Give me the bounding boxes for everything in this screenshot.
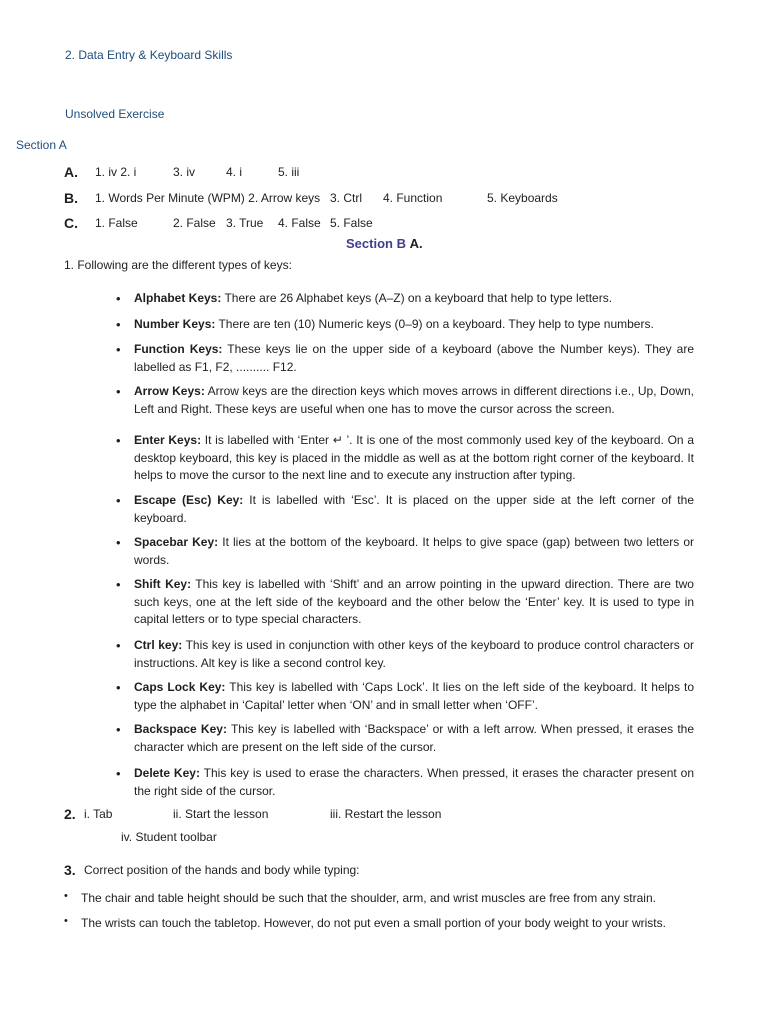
key-term: Enter Keys: xyxy=(134,433,202,447)
key-desc: This key is used to erase the characters. When pressed, it erases the character present on the right side of the cursor. xyxy=(134,766,694,798)
key-desc: There are ten (10) Numeric keys (0–9) on a keyboard. They help to type numbers. xyxy=(215,317,654,331)
answer-item: 3. iv xyxy=(173,165,196,179)
key-desc: It lies at the bottom of the keyboard. It helps to give space (gap) between two letters or words. xyxy=(134,535,694,567)
exercise-heading: Unsolved Exercise xyxy=(65,107,165,121)
section-b-title: Section B xyxy=(346,236,406,251)
bullet-icon: • xyxy=(64,890,68,902)
section-b-heading xyxy=(346,236,423,251)
q2-number: 2. xyxy=(64,806,76,822)
answer-item: 5. iii xyxy=(278,165,300,179)
key-desc: Arrow keys are the direction keys which moves arrows in different directions i.e., Up, Down, Left and Right. These keys are useful when one has to move the cursor across the screen. xyxy=(134,384,694,416)
list-item xyxy=(116,290,694,308)
answer-item: 3. Ctrl xyxy=(330,191,363,205)
q3-number: 3. xyxy=(64,862,76,878)
list-item xyxy=(116,341,694,376)
answer-item: 4. Function xyxy=(383,191,443,205)
list-item xyxy=(116,534,694,569)
answer-letter: C. xyxy=(64,215,78,231)
bullet-icon: • xyxy=(64,915,68,927)
answer-item: 1. iv 2. i xyxy=(95,165,137,179)
key-term: Arrow Keys: xyxy=(134,384,205,398)
answer-item: 2. False xyxy=(173,216,216,230)
key-term: Escape (Esc) Key: xyxy=(134,493,244,507)
key-term: Spacebar Key: xyxy=(134,535,219,549)
q3-intro: Correct position of the hands and body while typing: xyxy=(84,863,360,877)
q3-point: The wrists can touch the tabletop. However, do not put even a small portion of your body weight to your wrists. xyxy=(81,916,666,930)
list-item xyxy=(116,316,694,334)
q2-item: iii. Restart the lesson xyxy=(330,807,442,821)
key-desc: It is labelled with ‘Esc’. It is placed on the upper side at the left corner of the keyboard. xyxy=(134,493,694,525)
list-item xyxy=(116,637,694,672)
chapter-title: 2. Data Entry & Keyboard Skills xyxy=(65,48,233,62)
answer-item: 4. False xyxy=(278,216,321,230)
list-item xyxy=(116,492,694,527)
section-b-sub: A. xyxy=(409,236,423,251)
answer-item: 4. i xyxy=(226,165,243,179)
answer-item: 1. Words Per Minute (WPM) 2. Arrow keys xyxy=(95,191,321,205)
answer-letter: B. xyxy=(64,190,78,206)
key-term: Alphabet Keys: xyxy=(134,291,222,305)
q2-item: ii. Start the lesson xyxy=(173,807,269,821)
key-term: Ctrl key: xyxy=(134,638,183,652)
answer-item: 5. False xyxy=(330,216,373,230)
key-desc: This key is used in conjunction with other keys of the keyboard to produce control characters or instructions. Alt key is like a second control key. xyxy=(134,638,694,670)
list-item xyxy=(116,576,694,629)
key-term: Number Keys: xyxy=(134,317,216,331)
q3-point: The chair and table height should be such that the shoulder, arm, and wrist muscles are free from any strain. xyxy=(81,891,656,905)
answer-item: 5. Keyboards xyxy=(487,191,558,205)
key-desc: This key is labelled with ‘Shift’ and an arrow pointing in the upward direction. There are two such keys, one at the left side of the keyboard and the other below the ‘Enter’ key. It is used to type in capital letters or to type special characters. xyxy=(134,577,694,626)
key-desc: It is labelled with ‘Enter ↵ ’. It is one of the most commonly used key of the keyboard. On a desktop keyboard, this key is placed in the middle as well as at the bottom right corner of the keyboard. It helps to move the cursor to the next line and to execute any instruction after typing. xyxy=(134,433,694,482)
answer-item: 3. True xyxy=(226,216,264,230)
q2-item: i. Tab xyxy=(84,807,113,821)
list-item xyxy=(116,383,694,418)
key-desc: These keys lie on the upper side of a keyboard (above the Number keys). They are labelled as F1, F2, .......... F12. xyxy=(134,342,695,374)
key-term: Backspace Key: xyxy=(134,722,227,736)
answer-item: 1. False xyxy=(95,216,138,230)
list-item xyxy=(116,765,694,800)
list-item xyxy=(116,679,694,714)
key-term: Function Keys: xyxy=(134,342,223,356)
key-term: Shift Key: xyxy=(134,577,192,591)
key-desc: This key is labelled with ‘Backspace’ or with a left arrow. When pressed, it erases the character which are present on the left side of the cursor. xyxy=(134,722,695,754)
list-item xyxy=(116,432,694,485)
q2-item: iv. Student toolbar xyxy=(121,830,217,844)
key-term: Delete Key: xyxy=(134,766,200,780)
q1-intro: 1. Following are the different types of keys: xyxy=(64,258,292,272)
key-desc: There are 26 Alphabet keys (A–Z) on a keyboard that help to type letters. xyxy=(221,291,613,305)
section-a-heading: Section A xyxy=(16,138,67,152)
key-term: Caps Lock Key: xyxy=(134,680,226,694)
answer-letter: A. xyxy=(64,164,78,180)
list-item xyxy=(116,721,694,756)
key-desc: This key is labelled with ‘Caps Lock’. It lies on the left side of the keyboard. It helps to type the alphabet in ‘Capital’ letter when ‘ON’ and in small letter when ‘OFF’. xyxy=(134,680,694,712)
